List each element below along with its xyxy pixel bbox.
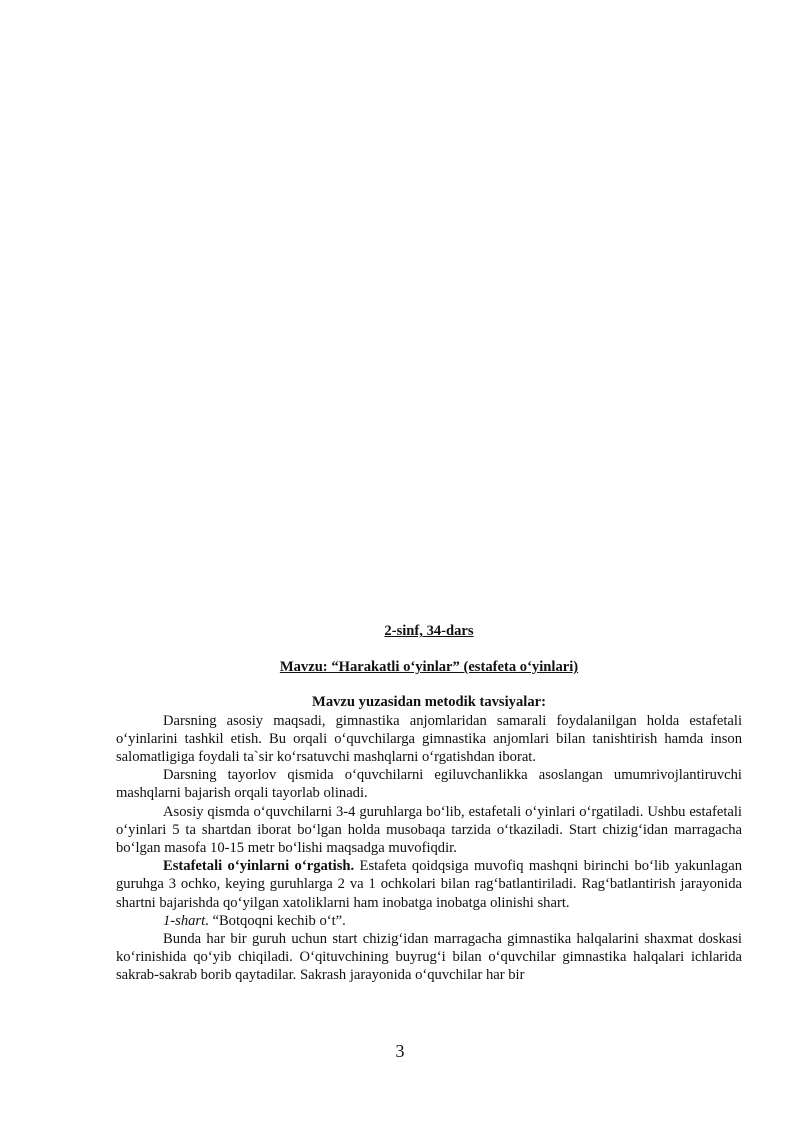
paragraph-preparation: Darsning tayorlov qismida o‘quvchilarni egiluvchanlikka asoslangan umumrivojlantiruvchi mashqlarni bajarish orqali tayorlab olinadi.: [116, 767, 742, 802]
teaching-bold-text: Estafetali o‘yinlarni o‘rgatish.: [163, 858, 355, 875]
paragraph-main-part: Asosiy qismda o‘quvchilarni 3-4 guruhlarga bo‘lib, estafetali o‘yinlari o‘rgatiladi. Ushbu estafetali o‘yinlari 5 ta shartdan iborat bo‘lgan holda musobaqa tarzida o‘tkaziladi. Start chizig‘idan marragacha bo‘lgan masofa 10-15 metr bo‘lishi maqsadga muvofiqdir.: [116, 803, 742, 857]
paragraph-condition: [116, 912, 742, 930]
condition-text: . “Botqoqni kechib o‘t”.: [205, 912, 346, 929]
paragraph-teaching: [116, 857, 742, 912]
paragraph-description: Bunda har bir guruh uchun start chizig‘idan marragacha gimnastika halqalarini shaxmat doskasi ko‘rinishida qo‘yib chiqiladi. O‘qituvchining buyrug‘i bilan o‘quvchilar gimnastika halqalari ichlarida sakrab-sakrab borib qaytadilar. Sakrash jarayonida o‘quvchilar har bir: [116, 931, 742, 984]
teaching-text: Estafeta qoidqsiga muvofiq mashqni birinchi bo‘lib yakunlagan guruhga 3 ochko, keying guruhlarga 2 va 1 ochkolari bilan rag‘batlantiriladi. Rag‘batlantirish jarayonida shartni bajarishda qo‘yilgan xatoliklarni ham inobatga inobatga olinishi shart.: [116, 858, 742, 911]
paragraph-purpose: Darsning asosiy maqsadi, gimnastika anjomlaridan samarali foydalanilgan holda estafetali o‘yinlarini tashkil etish. Bu orqali o‘quvchilarga gimnastika anjomlari bilan tanishtirish hamda inson salomatligiga foydali ta`sir ko‘rsatuvchi mashqlarni o‘rgatishdan iborat.: [116, 712, 742, 766]
document-body: [116, 622, 742, 985]
subject-title: Mavzu: “Harakatli o‘yinlar” (estafeta o‘yinlari): [279, 659, 579, 676]
lesson-title: 2-sinf, 34-dars: [384, 623, 474, 639]
page-number: 3: [395, 1041, 405, 1061]
recommendations-heading: Mavzu yuzasidan metodik tavsiyalar:: [312, 694, 546, 711]
condition-label: 1-shart: [163, 912, 206, 929]
